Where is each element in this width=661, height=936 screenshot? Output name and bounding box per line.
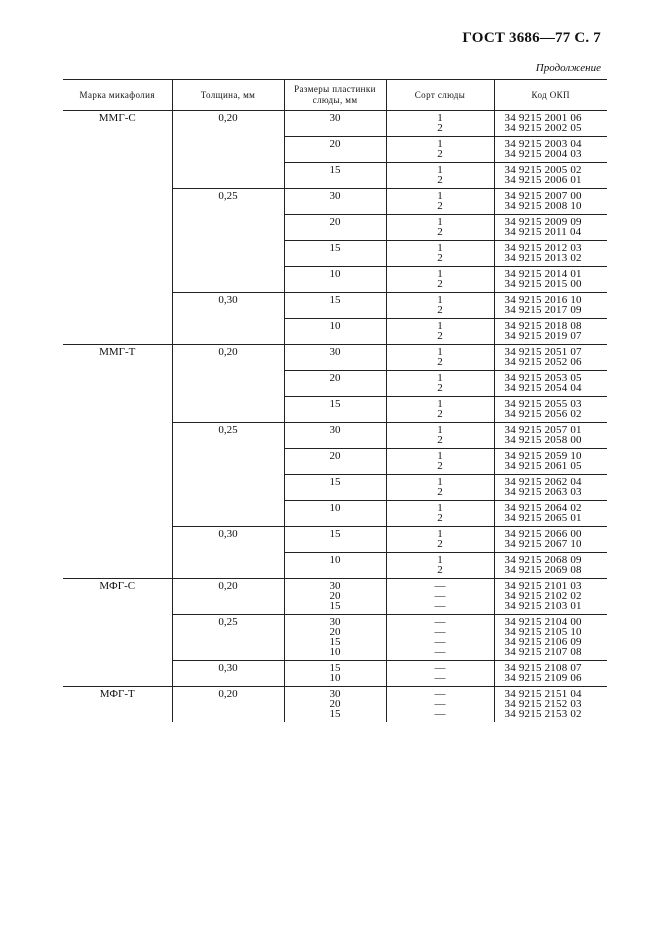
code-cell (494, 189, 607, 215)
size-value: 20 (329, 138, 341, 150)
thickness-cell (172, 215, 284, 241)
table-row (63, 397, 607, 423)
okp-code: 34 9215 2056 02 (504, 408, 582, 420)
brand-cell (63, 553, 172, 579)
code-cell (494, 423, 607, 449)
thickness-cell: 0,30 (172, 293, 284, 319)
size-cell (284, 137, 386, 163)
grade-cell (386, 579, 494, 615)
size-cell (284, 215, 386, 241)
size-value: 20 (329, 626, 341, 638)
grade-value: 1 (437, 164, 443, 176)
okp-code: 34 9215 2103 01 (504, 600, 582, 612)
grade-value: 2 (437, 304, 443, 316)
okp-code: 34 9215 2012 03 (504, 242, 582, 254)
size-value: 30 (329, 346, 341, 358)
okp-code: 34 9215 2009 09 (504, 216, 582, 228)
grade-value: 2 (437, 538, 443, 550)
okp-code: 34 9215 2018 08 (504, 320, 582, 332)
okp-code: 34 9215 2015 00 (504, 278, 582, 290)
okp-code: 34 9215 2063 03 (504, 486, 582, 498)
grade-value: 1 (437, 398, 443, 410)
grade-value: 2 (437, 174, 443, 186)
table-body (63, 111, 607, 723)
okp-code: 34 9215 2006 01 (504, 174, 582, 186)
size-value: 10 (329, 646, 341, 658)
grade-cell (386, 241, 494, 267)
table-row (63, 527, 607, 553)
size-value: 15 (329, 164, 341, 176)
size-cell (284, 553, 386, 579)
code-cell (494, 501, 607, 527)
table-row (63, 615, 607, 661)
thickness-cell (172, 553, 284, 579)
grade-value: 2 (437, 564, 443, 576)
table-row (63, 449, 607, 475)
grade-value: — (434, 590, 446, 602)
grade-value: 2 (437, 460, 443, 472)
brand-cell: МФГ-С (63, 579, 172, 615)
okp-code: 34 9215 2062 04 (504, 476, 582, 488)
grade-value: 2 (437, 408, 443, 420)
code-cell (494, 687, 607, 723)
table-row (63, 661, 607, 687)
size-value: 15 (329, 294, 341, 306)
size-value: 30 (329, 688, 341, 700)
code-cell (494, 661, 607, 687)
grade-value: — (434, 626, 446, 638)
code-cell (494, 615, 607, 661)
okp-code: 34 9215 2064 02 (504, 502, 582, 514)
thickness-cell (172, 475, 284, 501)
size-value: 10 (329, 554, 341, 566)
brand-cell (63, 319, 172, 345)
code-cell (494, 345, 607, 371)
okp-code: 34 9215 2059 10 (504, 450, 582, 462)
grade-cell (386, 215, 494, 241)
okp-code: 34 9215 2068 09 (504, 554, 582, 566)
grade-cell (386, 449, 494, 475)
table-row (63, 371, 607, 397)
table-row (63, 579, 607, 615)
brand-cell: МФГ-Т (63, 687, 172, 723)
grade-value: 1 (437, 346, 443, 358)
grade-cell (386, 371, 494, 397)
okp-code: 34 9215 2108 07 (504, 662, 582, 674)
size-cell (284, 527, 386, 553)
size-cell (284, 319, 386, 345)
thickness-cell: 0,30 (172, 661, 284, 687)
size-cell (284, 687, 386, 723)
code-cell (494, 267, 607, 293)
size-cell (284, 661, 386, 687)
size-value: 30 (329, 190, 341, 202)
okp-code: 34 9215 2013 02 (504, 252, 582, 264)
okp-code: 34 9215 2055 03 (504, 398, 582, 410)
grade-cell (386, 527, 494, 553)
header-brand: Марка микафолия (63, 80, 172, 111)
thickness-cell: 0,20 (172, 345, 284, 371)
thickness-cell: 0,20 (172, 687, 284, 723)
size-cell (284, 293, 386, 319)
thickness-cell: 0,30 (172, 527, 284, 553)
table-row (63, 345, 607, 371)
grade-value: 2 (437, 486, 443, 498)
header-thickness: Толщина, мм (172, 80, 284, 111)
okp-code: 34 9215 2101 03 (504, 580, 582, 592)
code-cell (494, 215, 607, 241)
code-cell (494, 319, 607, 345)
size-cell (284, 501, 386, 527)
brand-cell (63, 371, 172, 397)
okp-code: 34 9215 2153 02 (504, 708, 582, 720)
grade-cell (386, 345, 494, 371)
document-reference: ГОСТ 3686—77 С. 7 (462, 30, 601, 46)
header-code: Код ОКП (494, 80, 607, 111)
table-row (63, 293, 607, 319)
grade-value: 1 (437, 190, 443, 202)
okp-code: 34 9215 2011 04 (504, 226, 582, 238)
size-value: 10 (329, 268, 341, 280)
grade-value: 2 (437, 122, 443, 134)
code-cell (494, 527, 607, 553)
thickness-cell (172, 241, 284, 267)
grade-value: 2 (437, 512, 443, 524)
size-value: 20 (329, 450, 341, 462)
header-size-line2: слюды, мм (312, 95, 358, 105)
grade-value: 1 (437, 372, 443, 384)
brand-cell (63, 527, 172, 553)
okp-code: 34 9215 2066 00 (504, 528, 582, 540)
grade-value: 1 (437, 502, 443, 514)
grade-value: — (434, 672, 446, 684)
grade-value: 1 (437, 450, 443, 462)
thickness-cell (172, 163, 284, 189)
size-value: 15 (329, 708, 341, 720)
thickness-cell: 0,20 (172, 111, 284, 137)
size-value: 15 (329, 528, 341, 540)
grade-value: 1 (437, 476, 443, 488)
thickness-cell: 0,25 (172, 615, 284, 661)
header-size (284, 80, 386, 111)
table-header-row (63, 80, 607, 111)
brand-cell (63, 189, 172, 215)
size-cell (284, 111, 386, 137)
grade-value: 2 (437, 226, 443, 238)
micafolium-table (63, 79, 607, 722)
grade-value: 2 (437, 356, 443, 368)
size-cell (284, 241, 386, 267)
code-cell (494, 475, 607, 501)
grade-value: 1 (437, 528, 443, 540)
grade-value: — (434, 662, 446, 674)
size-cell (284, 615, 386, 661)
grade-cell (386, 319, 494, 345)
okp-code: 34 9215 2109 06 (504, 672, 582, 684)
okp-code: 34 9215 2016 10 (504, 294, 582, 306)
code-cell (494, 553, 607, 579)
grade-value: 2 (437, 382, 443, 394)
brand-cell (63, 215, 172, 241)
size-value: 30 (329, 616, 341, 628)
okp-code: 34 9215 2008 10 (504, 200, 582, 212)
size-value: 10 (329, 502, 341, 514)
okp-code: 34 9215 2104 00 (504, 616, 582, 628)
grade-value: — (434, 698, 446, 710)
size-value: 20 (329, 372, 341, 384)
okp-code: 34 9215 2107 08 (504, 646, 582, 658)
okp-code: 34 9215 2052 06 (504, 356, 582, 368)
okp-code: 34 9215 2057 01 (504, 424, 582, 436)
grade-value: — (434, 646, 446, 658)
okp-code: 34 9215 2061 05 (504, 460, 582, 472)
grade-value: — (434, 688, 446, 700)
table-row (63, 501, 607, 527)
grade-cell (386, 615, 494, 661)
okp-code: 34 9215 2003 04 (504, 138, 582, 150)
size-value: 15 (329, 636, 341, 648)
table-row (63, 553, 607, 579)
table-row (63, 111, 607, 137)
thickness-cell (172, 319, 284, 345)
grade-value: 2 (437, 434, 443, 446)
size-value: 20 (329, 698, 341, 710)
size-value: 30 (329, 112, 341, 124)
brand-cell (63, 449, 172, 475)
brand-cell (63, 293, 172, 319)
brand-cell: ММГ-Т (63, 345, 172, 371)
size-value: 10 (329, 320, 341, 332)
okp-code: 34 9215 2067 10 (504, 538, 582, 550)
code-cell (494, 137, 607, 163)
grade-cell (386, 661, 494, 687)
grade-value: — (434, 636, 446, 648)
size-value: 15 (329, 476, 341, 488)
header-size-line1: Размеры пластинки (294, 84, 376, 94)
size-cell (284, 163, 386, 189)
grade-value: 2 (437, 148, 443, 160)
okp-code: 34 9215 2002 05 (504, 122, 582, 134)
okp-code: 34 9215 2001 06 (504, 112, 582, 124)
grade-cell (386, 163, 494, 189)
thickness-cell: 0,20 (172, 579, 284, 615)
table-row (63, 267, 607, 293)
table-row (63, 687, 607, 723)
grade-value: 2 (437, 252, 443, 264)
header-grade: Сорт слюды (386, 80, 494, 111)
brand-cell: ММГ-С (98, 112, 136, 124)
size-value: 15 (329, 242, 341, 254)
size-cell (284, 449, 386, 475)
size-value: 30 (329, 580, 341, 592)
okp-code: 34 9215 2053 05 (504, 372, 582, 384)
thickness-cell (172, 267, 284, 293)
grade-value: — (434, 708, 446, 720)
thickness-cell (172, 371, 284, 397)
size-cell (284, 345, 386, 371)
table-row (63, 137, 607, 163)
okp-code: 34 9215 2005 02 (504, 164, 582, 176)
brand-cell (63, 267, 172, 293)
size-value: 20 (329, 590, 341, 602)
okp-code: 34 9215 2014 01 (504, 268, 582, 280)
brand-cell (63, 615, 172, 661)
size-value: 30 (329, 424, 341, 436)
grade-value: — (434, 616, 446, 628)
code-cell (494, 371, 607, 397)
brand-cell (63, 423, 172, 449)
grade-cell (386, 137, 494, 163)
okp-code: 34 9215 2017 09 (504, 304, 582, 316)
grade-value: 1 (437, 112, 443, 124)
grade-value: 1 (437, 242, 443, 254)
thickness-cell (172, 449, 284, 475)
size-cell (284, 397, 386, 423)
continued-label: Продолжение (535, 62, 601, 74)
grade-cell (386, 293, 494, 319)
table-row (63, 319, 607, 345)
size-cell (284, 579, 386, 615)
grade-cell (386, 397, 494, 423)
brand-cell (63, 241, 172, 267)
thickness-cell (172, 501, 284, 527)
size-value: 20 (329, 216, 341, 228)
grade-value: — (434, 600, 446, 612)
grade-value: 2 (437, 200, 443, 212)
size-cell (284, 189, 386, 215)
table-row (63, 241, 607, 267)
grade-cell (386, 189, 494, 215)
grade-value: 1 (437, 268, 443, 280)
brand-cell (63, 137, 172, 163)
size-cell (284, 371, 386, 397)
grade-value: 2 (437, 330, 443, 342)
grade-cell (386, 687, 494, 723)
okp-code: 34 9215 2007 00 (504, 190, 582, 202)
code-cell (494, 163, 607, 189)
code-cell (494, 111, 607, 137)
okp-code: 34 9215 2054 04 (504, 382, 582, 394)
brand-cell (63, 661, 172, 687)
thickness-cell: 0,25 (172, 189, 284, 215)
grade-cell (386, 501, 494, 527)
grade-value: 2 (437, 278, 443, 290)
okp-code: 34 9215 2051 07 (504, 346, 582, 358)
okp-code: 34 9215 2058 00 (504, 434, 582, 446)
brand-cell (63, 397, 172, 423)
size-value: 15 (329, 662, 341, 674)
grade-value: 1 (437, 424, 443, 436)
code-cell (494, 293, 607, 319)
grade-cell (386, 423, 494, 449)
grade-value: 1 (437, 138, 443, 150)
brand-cell (63, 501, 172, 527)
okp-code: 34 9215 2069 08 (504, 564, 582, 576)
okp-code: 34 9215 2102 02 (504, 590, 582, 602)
okp-code: 34 9215 2106 09 (504, 636, 582, 648)
grade-value: 1 (437, 294, 443, 306)
code-cell (494, 579, 607, 615)
size-cell (284, 423, 386, 449)
grade-value: — (434, 580, 446, 592)
table-row (63, 163, 607, 189)
size-value: 15 (329, 600, 341, 612)
grade-value: 1 (437, 216, 443, 228)
table-row (63, 215, 607, 241)
grade-cell (386, 553, 494, 579)
table-row (63, 189, 607, 215)
grade-cell (386, 111, 494, 137)
grade-cell (386, 267, 494, 293)
grade-cell (386, 475, 494, 501)
okp-code: 34 9215 2105 10 (504, 626, 582, 638)
size-cell (284, 475, 386, 501)
table-row (63, 423, 607, 449)
size-value: 15 (329, 398, 341, 410)
table-row (63, 475, 607, 501)
okp-code: 34 9215 2019 07 (504, 330, 582, 342)
thickness-cell (172, 397, 284, 423)
size-value: 10 (329, 672, 341, 684)
grade-value: 1 (437, 320, 443, 332)
grade-value: 1 (437, 554, 443, 566)
code-cell (494, 449, 607, 475)
brand-cell (63, 163, 172, 189)
thickness-cell: 0,25 (172, 423, 284, 449)
size-cell (284, 267, 386, 293)
code-cell (494, 241, 607, 267)
brand-cell (63, 475, 172, 501)
okp-code: 34 9215 2004 03 (504, 148, 582, 160)
code-cell (494, 397, 607, 423)
okp-code: 34 9215 2065 01 (504, 512, 582, 524)
thickness-cell (172, 137, 284, 163)
okp-code: 34 9215 2152 03 (504, 698, 582, 710)
okp-code: 34 9215 2151 04 (504, 688, 582, 700)
